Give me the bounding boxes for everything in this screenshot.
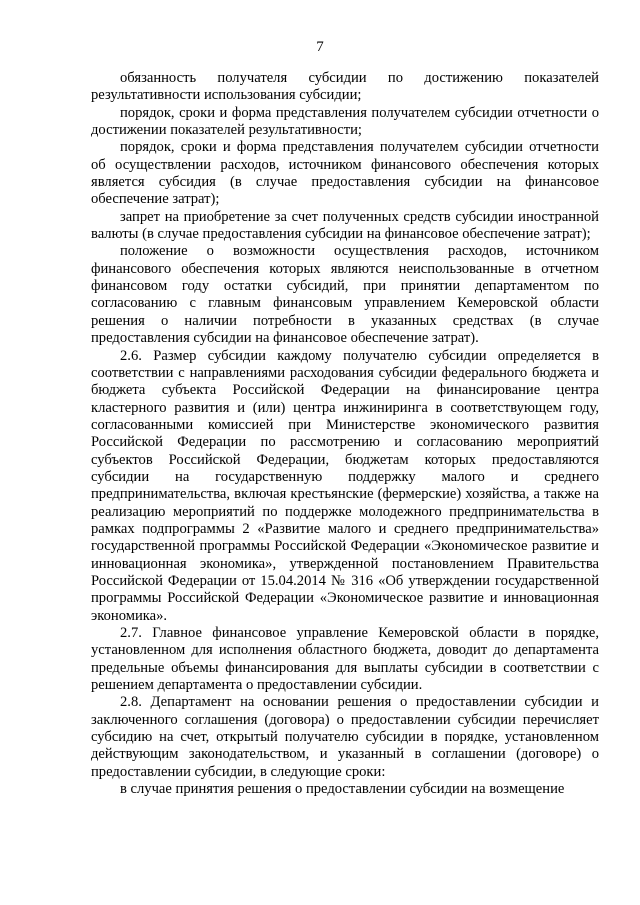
page-number: 7 — [316, 39, 324, 55]
paragraph-obligation-results: обязанность получателя субсидии по достижению показателей результативности использования субсидии; — [91, 70, 599, 104]
document-body — [91, 70, 599, 798]
paragraph-section-2-8: 2.8. Департамент на основании решения о предоставлении субсидии и заключенного соглашения (договора) о предоставлении субсидии перечисляет субсидию на счет, открытый получателю субсидии в порядке, установленном действующим законодательством, и указанный в соглашении (договоре) о предоставлении субсидии, в следующие сроки: — [91, 694, 599, 780]
paragraph-reimbursement-case: в случае принятия решения о предоставлении субсидии на возмещение — [120, 781, 565, 798]
paragraph-section-2-6: 2.6. Размер субсидии каждому получателю субсидии определяется в соответствии с направлениями расходования субсидии федерального бюджета и бюджета субъекта Российской Федерации на финансирование центра кластерного развития и (или) центра инжиниринга в соответствующем году, согласованными комиссией при Министерстве экономического развития Российской Федерации по рассмотрению и согласованию мероприятий субъектов Российской Федерации, бюджетам которых предоставляются субсидии на государственную поддержку малого и среднего предпринимательства, включая крестьянские (фермерские) хозяйства, а также на реализацию мероприятий по поддержке молодежного предпринимательства в рамках подпрограммы 2 «Развитие малого и среднего предпринимательства» государственной программы Российской Федерации «Экономическое развитие и инновационная экономика», утвержденной постановлением Правительства Российской Федерации от 15.04.2014 № 316 «Об утверждении государственной программы Российской Федерации «Экономическое развитие и инновационная экономика». — [91, 347, 599, 624]
paragraph-reporting-expenses: порядок, сроки и форма представления получателем субсидии отчетности об осуществлении расходов, источником финансового обеспечения которых является субсидия (в случае предоставления субсидии на финансовое обеспечение затрат); — [91, 139, 599, 208]
paragraph-section-2-7: 2.7. Главное финансовое управление Кемеровской области в порядке, установленном для исполнения областного бюджета, доводит до департамента предельные объемы финансирования для выплаты субсидии в соответствии с решением департамента о предоставлении субсидии. — [91, 625, 599, 694]
paragraph-unused-balances: положение о возможности осуществления расходов, источником финансового обеспечения которых являются неиспользованные в отчетном финансовом году остатки субсидий, при принятии департаментом по согласованию с главным финансовым управлением Кемеровской области решения о наличии потребности в указанных средствах (в случае предоставления субсидии на финансовое обеспечение затрат). — [91, 243, 599, 347]
paragraph-reporting-results: порядок, сроки и форма представления получателем субсидии отчетности о достижении показателей результативности; — [91, 104, 599, 139]
paragraph-currency-ban: запрет на приобретение за счет полученных средств субсидии иностранной валюты (в случае предоставления субсидии на финансовое обеспечение затрат); — [91, 208, 599, 243]
